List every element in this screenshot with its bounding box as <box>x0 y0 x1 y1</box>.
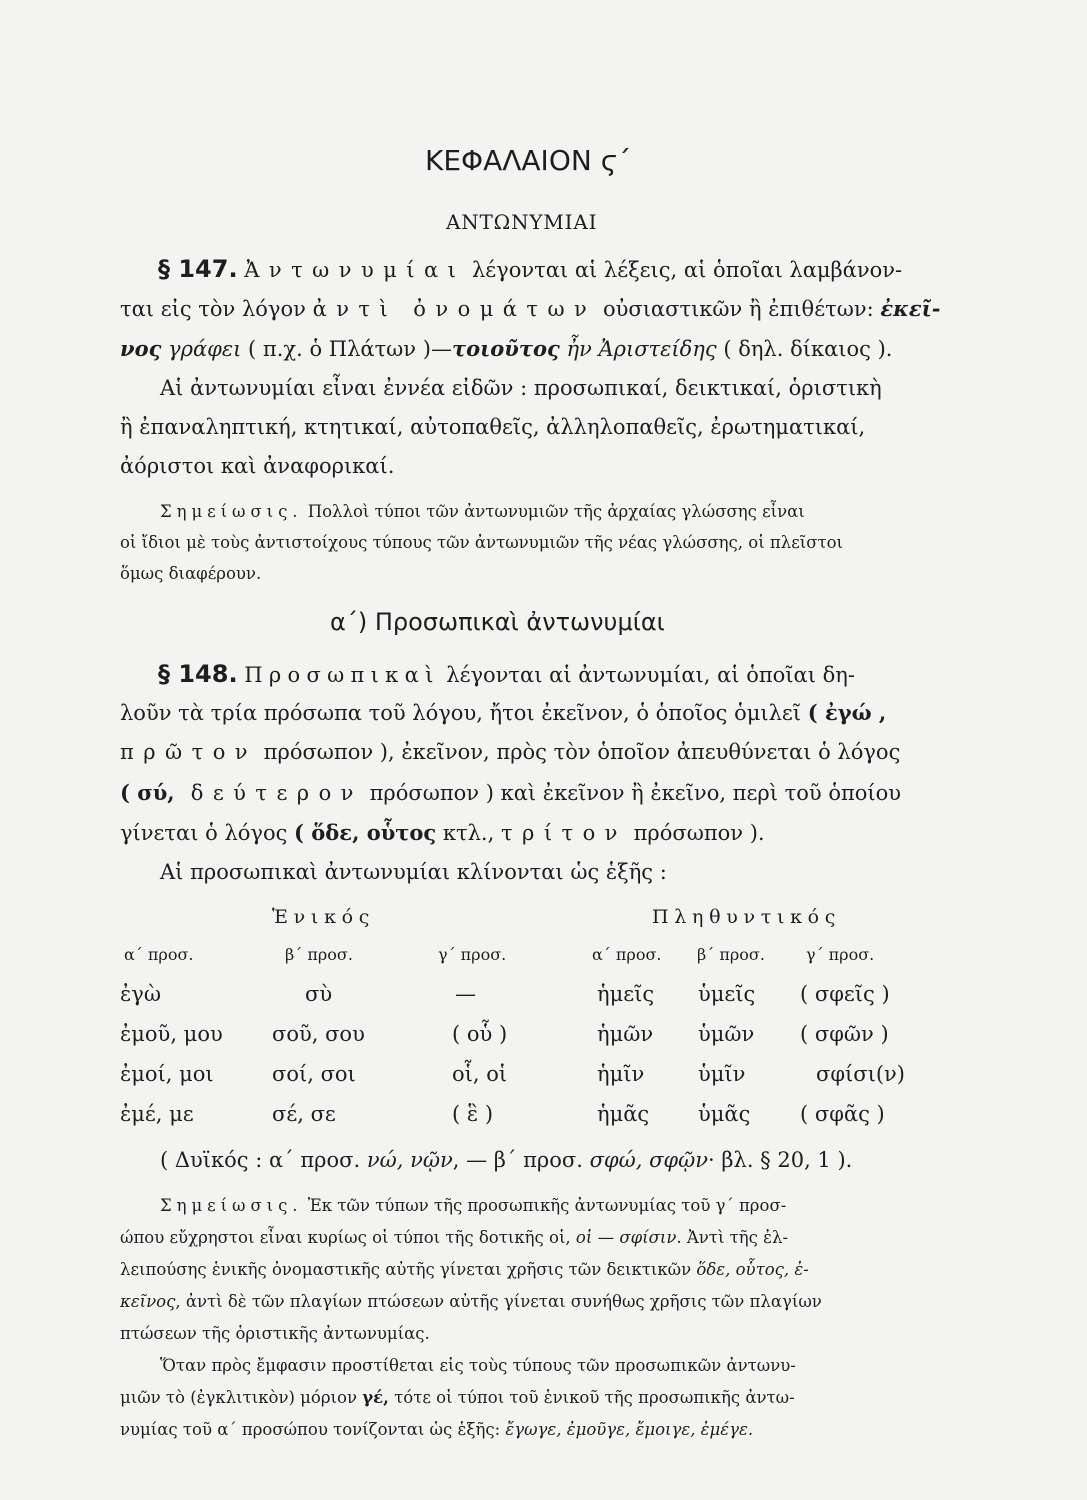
singular-header: Ἑνικός <box>272 906 376 928</box>
column-header: γ΄ προσ. <box>806 945 875 964</box>
term-prosopikai: Προσωπικαὶ <box>244 663 440 687</box>
section-heading-personal-pronouns: α΄) Προσωπικαὶ ἀντωνυμίαι <box>330 608 665 636</box>
table-cell: — <box>455 982 476 1006</box>
note2-line-4: κεῖνος, ἀντὶ δὲ τῶν πλαγίων πτώσεων αὐτῆς γίνεται συνήθως χρῆσις τῶν πλαγίων <box>120 1292 822 1311</box>
table-cell: ( σφεῖς ) <box>800 982 890 1006</box>
term-antonymiai: Ἀντωνυμίαι <box>244 258 466 282</box>
p148-line-2: λοῦν τὰ τρία πρόσωπα τοῦ λόγου, ἤτοι ἐκεῖνον, ὁ ὁποῖος ὁμιλεῖ ( ἐγώ , <box>120 700 887 725</box>
p147-line-6: ἀόριστοι καὶ ἀναφορικαί. <box>120 454 395 478</box>
table-cell: ( σφᾶς ) <box>800 1102 885 1126</box>
note1-line-3: ὅμως διαφέρουν. <box>120 564 262 583</box>
note2-line-2: ώπου εὔχρηστοι εἶναι κυρίως οἱ τύποι τῆς δοτικῆς οἱ, οἱ — σφίσιν. Ἀντὶ τῆς ἐλ- <box>120 1228 789 1247</box>
table-cell: οἷ, οἱ <box>452 1062 508 1086</box>
p148-line-4: ( σύ, δεύτερον πρόσωπον ) καὶ ἐκεῖνον ἢ ἐκεῖνο, περὶ τοῦ ὁποίου <box>120 780 902 805</box>
note2-line-6: Ὅταν πρὸς ἔμφασιν προστίθεται εἰς τοὺς τύπους τῶν προσωπικῶν ἀντωνυ- <box>160 1356 796 1375</box>
p148-line-3: πρῶτον πρόσωπον ), ἐκεῖνον, πρὸς τὸν ὁποῖον ἀπευθύνεται ὁ λόγος <box>120 740 901 764</box>
table-cell: σοῦ, σου <box>272 1022 365 1046</box>
table-cell: ( ἓ ) <box>452 1102 494 1126</box>
p147-line-2: ται εἰς τὸν λόγον ἀντὶ ὀνομάτων οὐσιαστικῶν ἢ ἐπιθέτων: ἐκεῖ- <box>120 296 941 321</box>
note1-line-1: Σημείωσις. Πολλοὶ τύποι τῶν ἀντωνυμιῶν τῆς ἀρχαίας γλώσσης εἶναι <box>160 502 805 521</box>
plural-header: Πληθυντικός <box>652 906 842 928</box>
note2-line-1: Σημείωσις. Ἐκ τῶν τύπων τῆς προσωπικῆς ἀντωνυμίας τοῦ γ΄ προσ- <box>160 1196 787 1215</box>
note2-line-5: πτώσεων τῆς ὁριστικῆς ἀντωνυμίας. <box>120 1324 430 1343</box>
note2-label: Σημείωσις. <box>160 1196 303 1215</box>
note1-label: Σημείωσις. <box>160 502 303 521</box>
p148-line-1: § 148. Προσωπικαὶ λέγονται αἱ ἀντωνυμίαι, αἱ ὁποῖαι δη- <box>158 660 855 688</box>
table-cell: ἐμοῦ, μου <box>120 1022 223 1046</box>
table-cell: σέ, σε <box>272 1102 336 1126</box>
table-cell: ὑμῖν <box>698 1062 746 1086</box>
table-cell: ἡμεῖς <box>597 982 655 1006</box>
p147-line-3: νος γράφει ( π.χ. ὁ Πλάτων )—τοιοῦτος ἦν Ἀριστείδης ( δηλ. δίκαιος ). <box>120 336 893 361</box>
column-header: β΄ προσ. <box>285 945 353 964</box>
table-cell: σοί, σοι <box>272 1062 356 1086</box>
chapter-subtitle: ΑΝΤΩΝΥΜΙΑΙ <box>446 210 598 234</box>
table-cell: ἐμοί, μοι <box>120 1062 214 1086</box>
column-header: β΄ προσ. <box>697 945 765 964</box>
table-cell: ἡμῖν <box>597 1062 645 1086</box>
table-cell: ὑμεῖς <box>698 982 756 1006</box>
section-148-number: § 148. <box>158 660 238 688</box>
table-cell: ὑμᾶς <box>698 1102 751 1126</box>
note1-line-2: οἱ ἴδιοι μὲ τοὺς ἀντιστοίχους τύπους τῶν ἀντωνυμιῶν τῆς νέας γλώσσης, οἱ πλεῖστοι <box>120 533 844 552</box>
table-cell: ὑμῶν <box>698 1022 755 1046</box>
p147-line-1: § 147. Ἀντωνυμίαι λέγονται αἱ λέξεις, αἱ ὁποῖαι λαμβάνον- <box>158 255 903 283</box>
note2-line-3: λειπούσης ἑνικῆς ὀνομαστικῆς αὐτῆς γίνεται χρῆσις τῶν δεικτικῶν ὅδε, οὗτος, ἐ- <box>120 1260 809 1279</box>
table-cell: ἡμᾶς <box>597 1102 650 1126</box>
table-cell: σφίσι(ν) <box>816 1062 905 1086</box>
chapter-title: ΚΕΦΑΛΑΙΟΝ ϛ΄ <box>425 144 632 177</box>
p147-line-4: Αἱ ἀντωνυμίαι εἶναι ἐννέα εἰδῶν : προσωπικαί, δεικτικαί, ὁριστικὴ <box>160 376 882 400</box>
p148-line-6: Αἱ προσωπικαὶ ἀντωνυμίαι κλίνονται ὡς ἑξῆς : <box>160 860 667 884</box>
table-cell: ( σφῶν ) <box>800 1022 889 1046</box>
table-cell: ἐγὼ <box>120 982 161 1006</box>
column-header: α΄ προσ. <box>124 945 194 964</box>
table-cell: ἐμέ, με <box>120 1102 194 1126</box>
section-147-number: § 147. <box>158 255 238 283</box>
column-header: γ΄ προσ. <box>438 945 507 964</box>
note2-line-8: νυμίας τοῦ α΄ προσώπου τονίζονται ὡς ἑξῆς: ἔγωγε, ἐμοῦγε, ἔμοιγε, ἐμέγε. <box>120 1420 754 1439</box>
column-header: α΄ προσ. <box>592 945 662 964</box>
p147-line-5: ἢ ἐπαναληπτική, κτητικαί, αὐτοπαθεῖς, ἀλληλοπαθεῖς, ἐρωτηματικαί, <box>120 415 866 439</box>
table-cell: σὺ <box>305 982 333 1006</box>
p148-line-5: γίνεται ὁ λόγος ( ὅδε, οὗτος κτλ., τρίτον πρόσωπον ). <box>120 820 765 845</box>
note2-line-7: μιῶν τὸ (ἐγκλιτικὸν) μόριον γέ, τότε οἱ τύποι τοῦ ἑνικοῦ τῆς προσωπικῆς ἀντω- <box>120 1388 795 1407</box>
table-cell: ἡμῶν <box>597 1022 654 1046</box>
table-cell: ( οὗ ) <box>452 1022 508 1046</box>
dual-forms-line: ( Δυϊκός : α΄ προσ. νώ, νῷν, — β΄ προσ. σφώ, σφῷν· βλ. § 20, 1 ). <box>160 1148 853 1172</box>
